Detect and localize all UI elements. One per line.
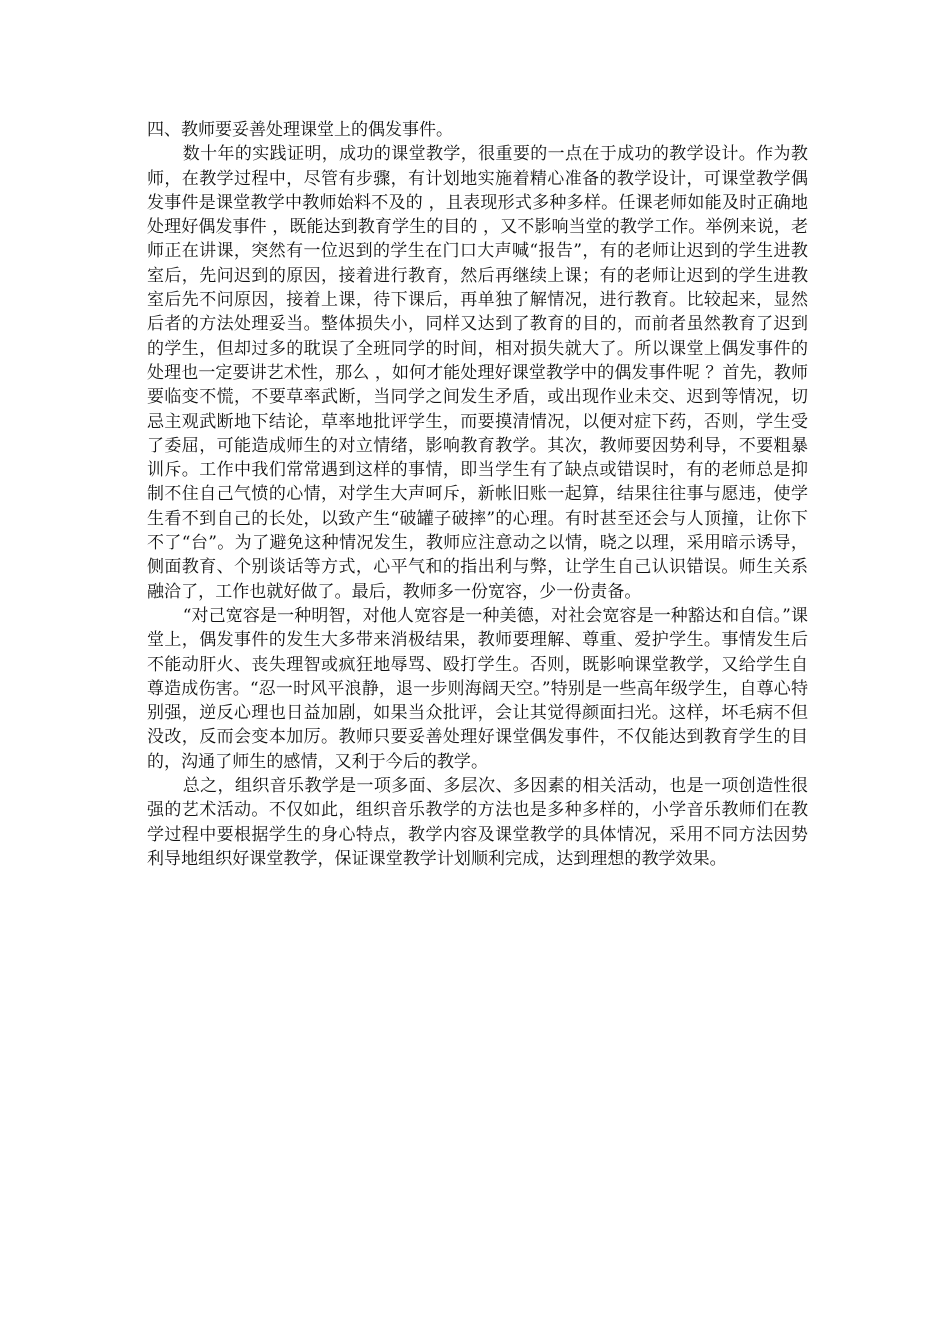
paragraph-tolerance: “对己宽容是一种明智，对他人宽容是一种美德，对社会宽容是一种豁达和自信。”课堂上，偶发事件的发生大多带来消极结果，教师要理解、尊重、爱护学生。事情发生后不能动肝火、丧失理智或疯狂地辱骂、殴打学生。否则，既影响课堂教学，又给学生自尊造成伤害。“忍一时风平浪静，退一步则海阔天空。”特别是一些高年级学生，自尊心特别强，逆反心理也日益加剧，如果当众批评，会让其觉得颜面扫光。这样，坏毛病不但没改，反而会变本加厉。教师只要妥善处理好课堂偶发事件，不仅能达到教育学生的目的，沟通了师生的感情，又利于今后的教学。 bbox=[147, 605, 808, 772]
section-heading: 四、教师要妥善处理课堂上的偶发事件。 bbox=[147, 120, 453, 140]
paragraph-conclusion: 总之，组织音乐教学是一项多面、多层次、多因素的相关活动，也是一项创造性很强的艺术活动。不仅如此，组织音乐教学的方法也是多种多样的，小学音乐教师们在教学过程中要根据学生的身心特点，教学内容及课堂教学的具体情况，采用不同方法因势利导地组织好课堂教学，保证课堂教学计划顺利完成，达到理想的教学效果。 bbox=[147, 776, 808, 869]
paragraph-classroom-incidents: 数十年的实践证明，成功的课堂教学，很重要的一点在于成功的教学设计。作为教师，在教学过程中，尽管有步骤，有计划地实施着精心准备的教学设计，可课堂教学偶发事件是课堂教学中教师始料不及的 ，且表现形式多种多样。任课老师如能及时正确地处理好偶发事件 ，既能达到教育学生的目的 ，又不影响当堂的教学工作。举例来说，老师正在讲课，突然有一位迟到的学生在门口大声喊“报告”，有的老师让迟到的学生进教室后，先问迟到的原因，接着进行教育，然后再继续上课；有的老师让迟到的学生进教室后先不问原因，接着上课，待下课后，再单独了解情况，进行教育。比较起来，显然后者的方法处理妥当。整体损失小，同样又达到了教育的目的，而前者虽然教育了迟到的学生，但却过多的耽误了全班同学的时间，相对损失就大了。所以课堂上偶发事件的处理也一定要讲艺术性，那么 ，如何才能处理好课堂教学中的偶发事件呢 ？首先，教师要临变不慌，不要草率武断，当同学之间发生矛盾，或出现作业未交、迟到等情况，切忌主观武断地下结论，草率地批评学生，而要摸清情况，以便对症下药，否则，学生受了委屈，可能造成师生的对立情绪，影响教育教学。其次，教师要因势利导，不要粗暴训斥。工作中我们常常遇到这样的事情，即当学生有了缺点或错误时，有的老师总是抑制不住自己气愤的心情，对学生大声呵斥，新帐旧账一起算，结果往往事与愿违，使学生看不到自己的长处，以致产生“破罐子破摔”的心理。有时甚至还会与人顶撞，让你下不了“台”。为了避免这种情况发生，教师应注意动之以情，晓之以理，采用暗示诱导，侧面教育、个别谈话等方式，心平气和的指出利与弊，让学生自己认识错误。师生关系融洽了，工作也就好做了。最后，教师多一份宽容，少一份责备。 bbox=[147, 144, 808, 602]
document-body bbox=[147, 118, 808, 871]
